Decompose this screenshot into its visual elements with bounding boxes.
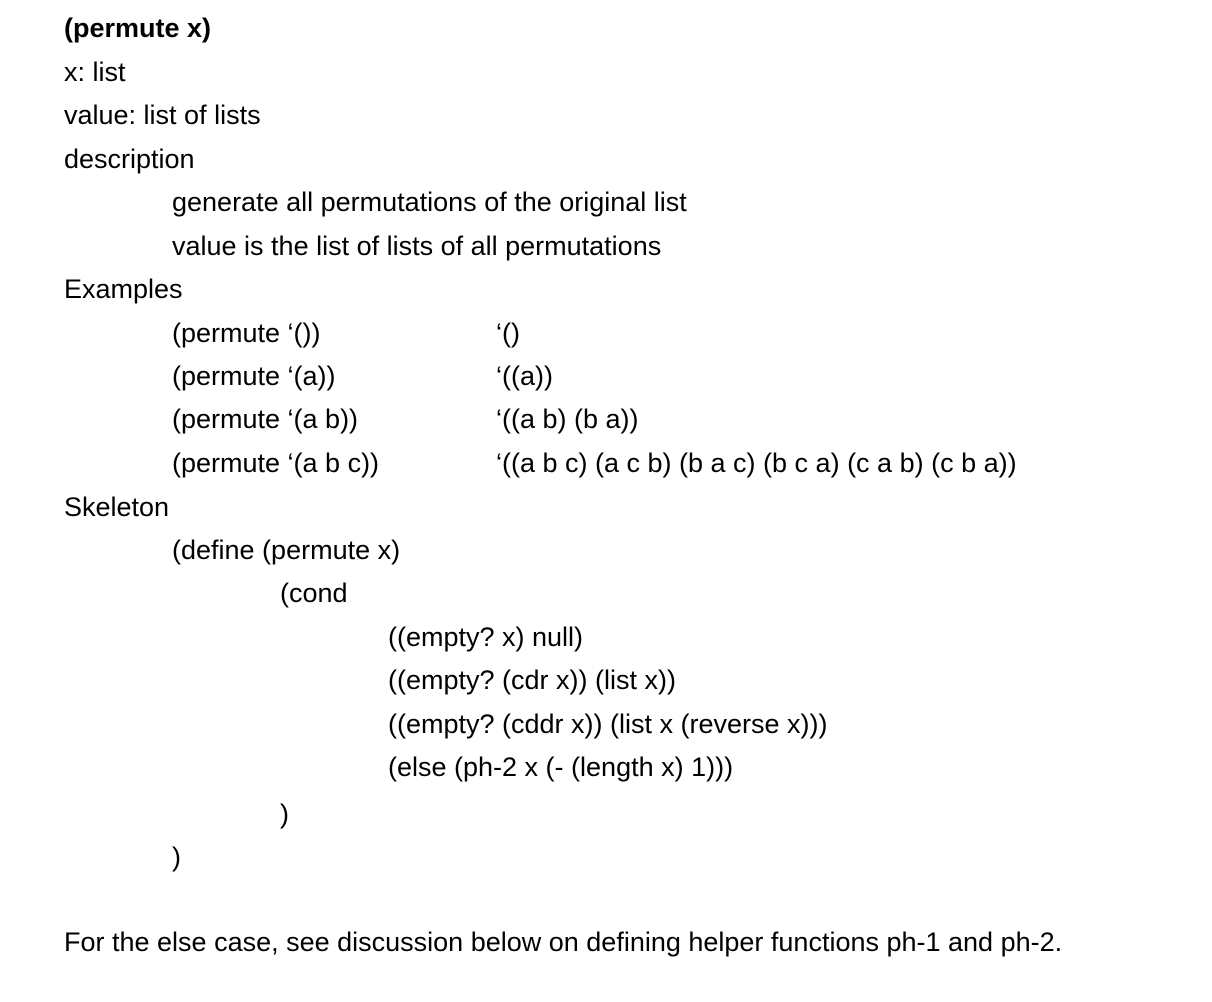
skeleton-clause: (else (ph-2 x (- (length x) 1))) <box>388 752 734 782</box>
example-result: ‘() <box>496 318 520 348</box>
description-line: value is the list of lists of all permutations <box>172 231 662 261</box>
footer-note: For the else case, see discussion below on defining helper functions ph-1 and ph-2. <box>64 927 1063 957</box>
skeleton-clause: ((empty? x) null) <box>388 622 584 652</box>
example-result: ‘((a b) (b a)) <box>496 404 639 434</box>
description-line: generate all permutations of the original list <box>172 187 687 217</box>
example-call: (permute ‘()) <box>172 318 321 348</box>
skeleton-heading: Skeleton <box>64 492 170 522</box>
examples-heading: Examples <box>64 274 183 304</box>
param-value: value: list of lists <box>64 100 261 130</box>
example-call: (permute ‘(a b c)) <box>172 448 380 478</box>
function-title: (permute x) <box>64 13 212 43</box>
example-call: (permute ‘(a)) <box>172 361 336 391</box>
example-result: ‘((a b c) (a c b) (b a c) (b c a) (c a b) (c b a)) <box>496 448 1017 478</box>
description-heading: description <box>64 144 195 174</box>
skeleton-define: (define (permute x) <box>172 535 401 565</box>
skeleton-clause: ((empty? (cdr x)) (list x)) <box>388 665 676 695</box>
skeleton-close-cond: ) <box>280 799 289 829</box>
skeleton-clause: ((empty? (cddr x)) (list x (reverse x))) <box>388 709 828 739</box>
skeleton-close-define: ) <box>172 842 181 872</box>
param-arg: x: list <box>64 57 126 87</box>
example-result: ‘((a)) <box>496 361 553 391</box>
example-call: (permute ‘(a b)) <box>172 404 359 434</box>
skeleton-cond: (cond <box>280 578 348 608</box>
